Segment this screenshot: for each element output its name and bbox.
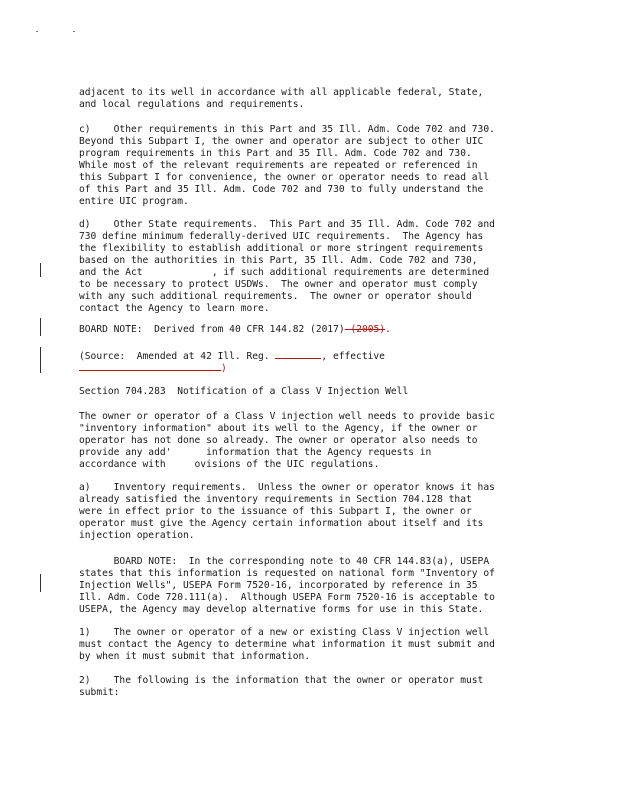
source-close-paren: ) xyxy=(221,363,227,374)
paragraph-2-information-list: 2) The following is the information that the owner or operator must submit: xyxy=(79,675,484,698)
board-note-inventory-form: BOARD NOTE: In the corresponding note to 40 CFR 144.83(a), USEPA states that this information is requested on national form "Inventory of Injection Wells", USEPA Form 7520-16, incorporated by reference in 35 Ill. Adm. Code 720.111(a). Although USEPA Form 7520-16 is acceptable to USEPA, the Agency may develop alternative forms for use in this State. xyxy=(79,556,495,615)
paragraph-notification-intro: The owner or operator of a Class V injection well needs to provide basic "inventory information" about its well to the Agency, if the owner or operator has not done so already. The owner or operator also needs to provide any add' information that the Agency requests in accordance with ovisions of the UIC regulations. xyxy=(79,411,495,470)
paragraph-c-other-requirements: c) Other requirements in this Part and 35 Ill. Adm. Code 702 and 730. Beyond this Subpart I, the owner and operator are subject to other UIC program requirements in this Part and 35 Ill. Adm. Code 702 and 730. While most of the relevant requirements are repeated or referenced in this Subpart I for convenience, the owner or operator needs to read all of this Part and 35 Ill. Adm. Code 702 and 730 to fully understand the entire UIC program. xyxy=(79,124,495,207)
change-bar xyxy=(40,347,41,373)
source-effective-text: , effective xyxy=(321,351,385,362)
scan-speck xyxy=(73,31,75,32)
struck-text: (2005) xyxy=(344,324,386,335)
scan-speck xyxy=(36,31,38,32)
paragraph-continuation: adjacent to its well in accordance with all applicable federal, State, and local regulations and requirements. xyxy=(79,87,484,110)
paragraph-d-other-state-requirements: d) Other State requirements. This Part and 35 Ill. Adm. Code 702 and 730 define minimum federally-derived UIC requirements. The Agency has the flexibility to establish additional or more stringent requirements based on the authorities in this Part, 35 Ill. Adm. Code 702 and 730, and the Act , if such additional requirements are determined to be necessary to protect USDWs. The owner and operator must comply with any such additional requirements. The owner or operator should contact the Agency to learn more. xyxy=(79,219,495,314)
change-bar xyxy=(40,263,41,277)
blank-reg-page xyxy=(275,350,321,359)
blank-effective-date xyxy=(79,362,221,371)
board-note-period: . xyxy=(385,324,391,335)
change-bar xyxy=(40,318,41,336)
board-note-text: BOARD NOTE: Derived from 40 CFR 144.82 (2017) xyxy=(79,324,345,335)
section-heading: Section 704.283 Notification of a Class V Injection Well xyxy=(79,386,409,397)
paragraph-a-inventory-requirements: a) Inventory requirements. Unless the owner or operator knows it has already satisfied the inventory requirements in Section 704.128 that were in effect prior to the issuance of this Subpart I, the owner or operator must give the Agency certain information about itself and its injection operation. xyxy=(79,482,495,541)
source-text: (Source: Amended at 42 Ill. Reg. xyxy=(79,351,276,362)
board-note-derived xyxy=(79,324,549,336)
source-note-line-2 xyxy=(79,362,549,375)
paragraph-1-contact-agency: 1) The owner or operator of a new or existing Class V injection well must contact the Agency to determine what information it must submit and by when it must submit that information. xyxy=(79,627,495,662)
change-bar xyxy=(40,574,41,592)
